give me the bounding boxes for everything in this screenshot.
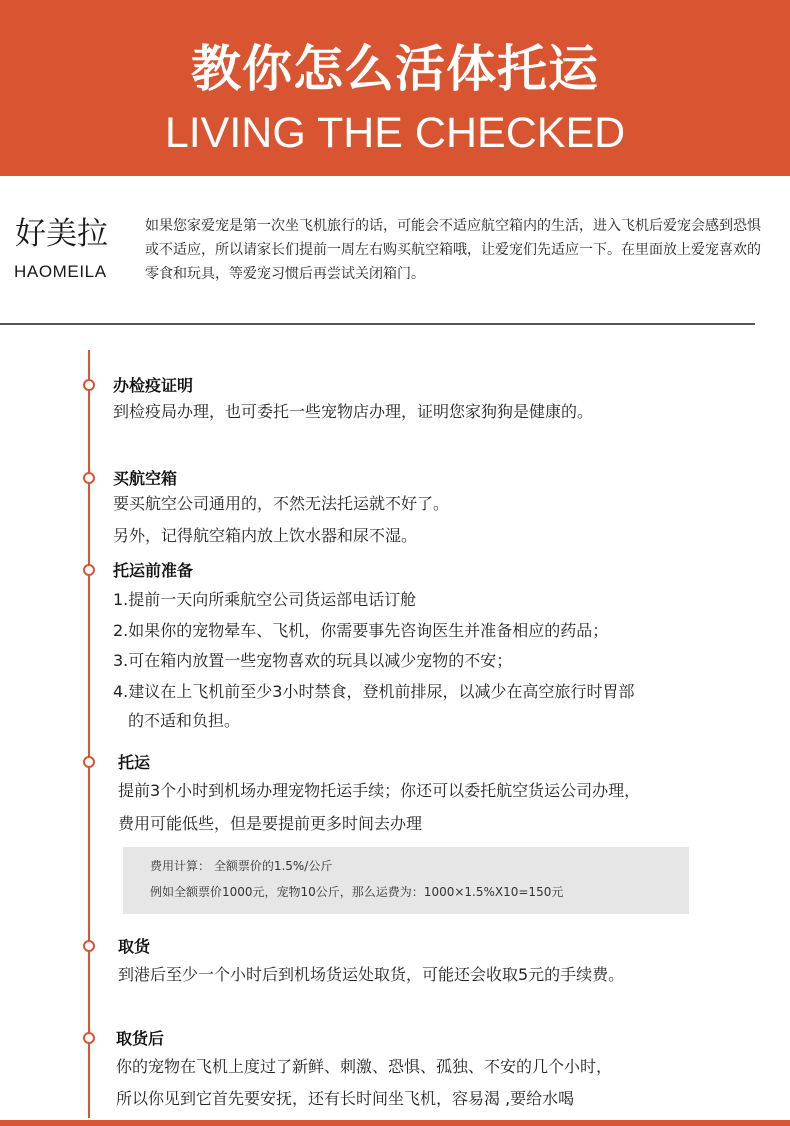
step-text: 提前3个小时到机场办理宠物托运手续；你还可以委托航空货运公司办理， [118, 781, 641, 800]
step-text: 到港后至少一个小时后到机场货运处取货，可能还会收取5元的手续费。 [118, 965, 625, 984]
intro-paragraph: 如果您家爱宠是第一次坐飞机旅行的话，可能会不适应航空箱内的生活，进入飞机后爱宠会感到恐惧或不适应，所以请家长们提前一周左右购买航空箱哦，让爱宠们先适应一下。在里面放上爱宠喜欢的零食和玩具，等爱宠习惯后再尝试关闭箱门。 [145, 218, 761, 282]
timeline-node-icon [83, 472, 95, 484]
header-banner [0, 0, 790, 176]
step-title-pickup: 取货 [118, 937, 151, 956]
step-text: 2.如果你的宠物晕车、飞机，你需要事先咨询医生并准备相应的药品； [113, 621, 609, 640]
page-subtitle: LIVING THE CHECKED [164, 109, 626, 157]
step-title-quarantine: 办检疫证明 [113, 376, 194, 395]
fee-formula: 费用计算： 全额票价的1.5%/公斤 [150, 859, 333, 873]
step-text: 要买航空公司通用的，不然无法托运就不好了。 [113, 494, 450, 513]
bottom-bar [0, 1120, 790, 1126]
brand-name-en: HAOMEILA [14, 262, 107, 281]
step-text: 另外，记得航空箱内放上饮水器和尿不湿。 [113, 526, 418, 545]
step-text: 4.建议在上飞机前至少3小时禁食，登机前排尿，以减少在高空旅行时胃部 [113, 682, 635, 701]
fee-example: 例如全额票价1000元，宠物10公斤，那么运费为：1000×1.5%X10=150元 [150, 885, 564, 899]
step-title-preparation: 托运前准备 [113, 561, 194, 580]
step-title-after-pickup: 取货后 [116, 1029, 165, 1048]
page-title: 教你怎么活体托运 [191, 40, 599, 98]
timeline-node-icon [83, 1032, 95, 1044]
step-text: 到检疫局办理，也可委托一些宠物店办理，证明您家狗狗是健康的。 [113, 402, 594, 421]
section-divider [0, 323, 755, 325]
timeline-node-icon [83, 940, 95, 952]
step-text: 3.可在箱内放置一些宠物喜欢的玩具以减少宠物的不安； [113, 651, 513, 670]
step-text: 的不适和负担。 [128, 711, 241, 730]
step-title-crate: 买航空箱 [113, 469, 178, 488]
fee-calculation-box [123, 847, 689, 914]
timeline-node-icon [83, 756, 95, 768]
timeline-node-icon [83, 379, 95, 391]
brand-name: 好美拉 [15, 216, 108, 252]
timeline-line [88, 350, 90, 1118]
step-text: 你的宠物在飞机上度过了新鲜、刺激、恐惧、孤独、不安的几个小时， [116, 1057, 613, 1076]
step-text: 1.提前一天向所乘航空公司货运部电话订舱 [113, 590, 417, 609]
timeline-node-icon [83, 564, 95, 576]
step-text: 所以你见到它首先要安抚，还有长时间坐飞机，容易渴 ,要给水喝 [116, 1089, 575, 1108]
step-text: 费用可能低些，但是要提前更多时间去办理 [118, 814, 423, 833]
step-title-checkin: 托运 [118, 753, 151, 772]
